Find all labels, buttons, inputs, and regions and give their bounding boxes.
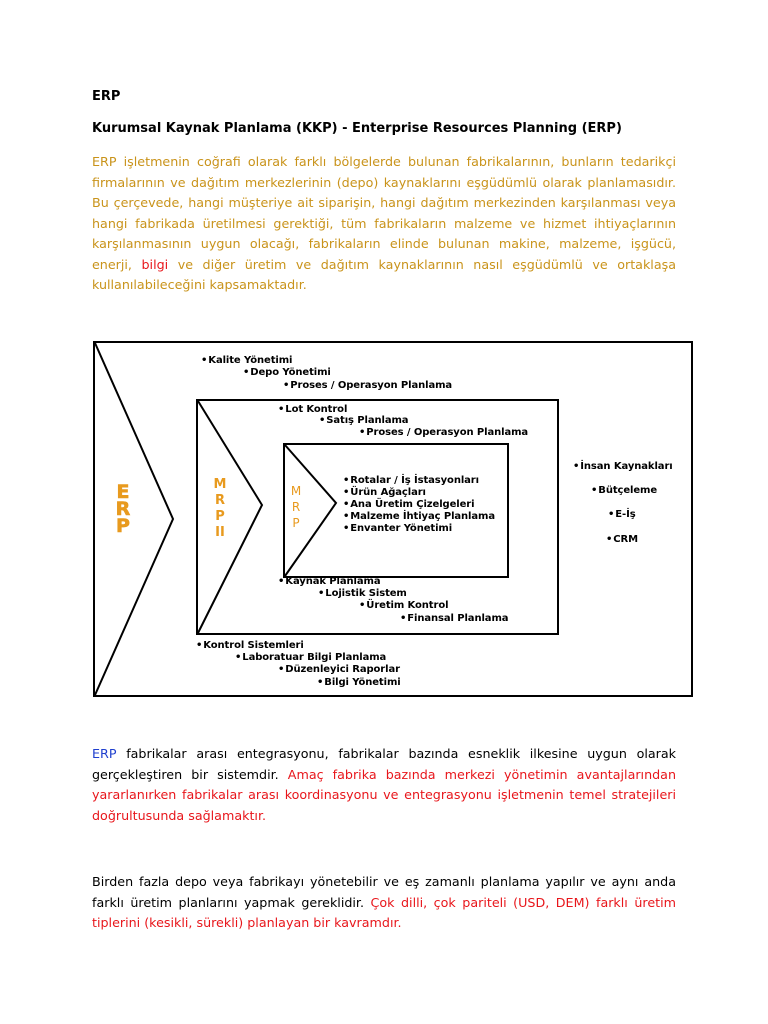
erp-letters bbox=[105, 481, 141, 537]
label-butceleme: • Bütçeleme bbox=[591, 485, 657, 497]
doc-heading-erp: ERP bbox=[92, 89, 121, 104]
label-bilgi-yonetimi: • Bilgi Yönetimi bbox=[317, 677, 401, 689]
letter: R bbox=[214, 493, 225, 508]
paragraph-text: ERP işletmenin coğrafi olarak farklı bölgelerde bulunan fabrikalarının, bunların tedarikçi firmalarının ve dağıtım merkezlerinin (depo) kaynaklarını eşgüdümlü olarak planlamasıdır. Bu çerçevede, hangi müşteriye ait siparişin, hangi dağıtım merkezinden karşılanması veya hangi fabrikada üretilmesi gerektiği, tüm fabrikaların malzeme ve hizmet ihtiyaçlarının karşılanmasının uygun olacağı, fabrikaların elinde bulunan makine, malzeme, işgücü, enerji, bbox=[92, 154, 676, 272]
letter: II bbox=[215, 525, 225, 540]
label-e-is: • E-İş bbox=[608, 509, 636, 521]
label-laboratuar: • Laboratuar Bilgi Planlama bbox=[235, 652, 386, 664]
label-kaynak-planlama: • Kaynak Planlama bbox=[278, 576, 380, 588]
label-finansal: • Finansal Planlama bbox=[400, 613, 508, 625]
label-lojistik: • Lojistik Sistem bbox=[318, 588, 407, 600]
label-proses-planlama-mid: • Proses / Operasyon Planlama bbox=[359, 427, 528, 439]
paragraph-text: Birden fazla depo veya fabrikayı yönetebilir ve eş zamanlı planlama yapılır ve aynı anda farklı üretim planlarını yapmak gereklidir. bbox=[92, 874, 676, 910]
letter: P bbox=[292, 516, 300, 530]
highlight-erp: ERP bbox=[92, 746, 117, 761]
paragraph-erp-definition bbox=[92, 152, 676, 296]
mrp2-letters bbox=[206, 477, 234, 541]
letter: M bbox=[290, 484, 302, 498]
letter: R bbox=[291, 500, 301, 514]
label-kontrol-sistemleri: • Kontrol Sistemleri bbox=[196, 640, 304, 652]
doc-heading-kkp: Kurumsal Kaynak Planlama (KKP) - Enterprise Resources Planning (ERP) bbox=[92, 121, 622, 136]
label-malzeme-ihtiyac: • Malzeme İhtiyaç Planlama bbox=[343, 511, 495, 523]
label-crm: • CRM bbox=[606, 534, 638, 546]
label-lot-kontrol: • Lot Kontrol bbox=[278, 404, 347, 416]
label-ana-uretim: • Ana Üretim Çizelgeleri bbox=[343, 499, 474, 511]
label-satis-planlama: • Satış Planlama bbox=[319, 415, 408, 427]
letter: R bbox=[115, 498, 131, 520]
paragraph-red-text: Çok dilli, çok pariteli (USD, DEM) farklı üretim tiplerini (kesikli, sürekli) planlayan bir kavramdır. bbox=[92, 894, 676, 930]
paragraph-text: fabrikalar arası entegrasyonu, fabrikalar bazında esneklik ilkesine uygun olarak gerçekleştiren bir sistemdir. bbox=[92, 746, 676, 782]
label-proses-planlama: • Proses / Operasyon Planlama bbox=[283, 380, 452, 392]
letter: P bbox=[116, 515, 130, 537]
label-depo-yonetimi: • Depo Yönetimi bbox=[243, 367, 331, 379]
letter: E bbox=[116, 481, 130, 503]
label-rotalar: • Rotalar / İş İstasyonları bbox=[343, 475, 479, 487]
paragraph-red-text: Amaç fabrika bazında merkezi yönetimin avantajlarından yararlanırken fabrikalar arası koordinasyonu ve entegrasyonu işletmenin temel stratejileri doğrultusunda sağlamaktır. bbox=[92, 766, 676, 823]
letter: M bbox=[213, 477, 227, 492]
paragraph-text: ve diğer üretim ve dağıtım kaynaklarının nasıl eşgüdümlü ve ortaklaşa kullanılabileceğini kapsamaktadır. bbox=[92, 256, 676, 292]
highlight-bilgi: bilgi bbox=[141, 256, 169, 272]
label-duzenleyici: • Düzenleyici Raporlar bbox=[278, 664, 400, 676]
label-urun-agaclari: • Ürün Ağaçları bbox=[343, 487, 426, 499]
paragraph-erp-integration bbox=[92, 744, 676, 826]
letter: P bbox=[215, 509, 225, 524]
label-envanter: • Envanter Yönetimi bbox=[343, 523, 452, 535]
label-kalite-yonetimi: • Kalite Yönetimi bbox=[201, 355, 292, 367]
label-uretim-kontrol: • Üretim Kontrol bbox=[359, 600, 448, 612]
paragraph-multi-depot bbox=[92, 872, 676, 934]
label-insan-kaynaklari: • İnsan Kaynakları bbox=[573, 461, 673, 473]
mrp-letters bbox=[284, 483, 308, 531]
